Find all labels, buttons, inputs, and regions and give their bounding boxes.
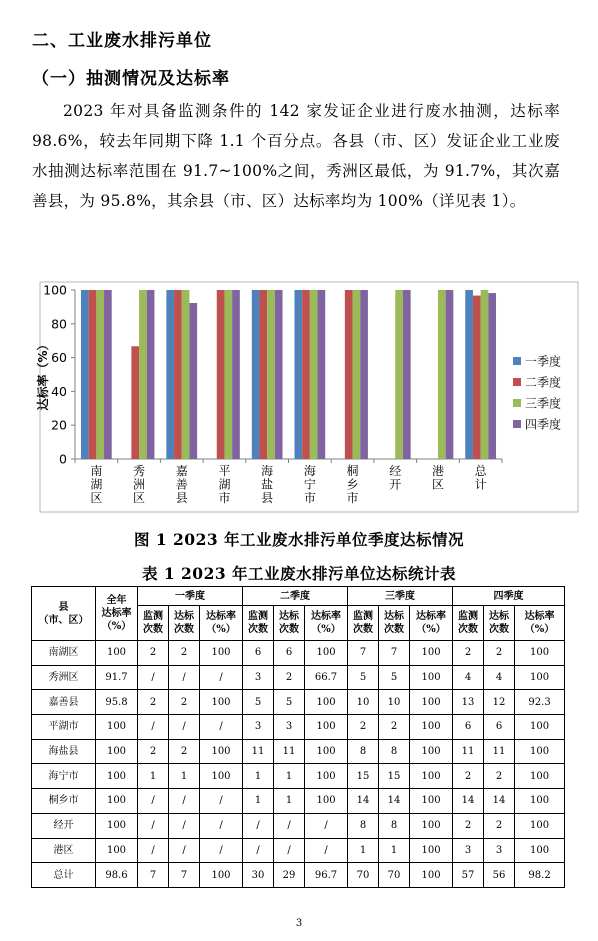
table-cell: / [138, 838, 169, 863]
header-q4: 四季度 [453, 587, 565, 606]
legend-swatch [513, 357, 521, 365]
x-tick-label: 秀洲区 [133, 464, 146, 505]
table-cell: 100 [515, 739, 565, 764]
bar [252, 290, 260, 459]
bar [174, 290, 182, 459]
table-cell: / [274, 838, 305, 863]
table-cell: 3 [484, 838, 515, 863]
table-cell: 10 [348, 690, 379, 715]
table-cell: / [138, 789, 169, 814]
header-county: 县 （市、区） [32, 587, 96, 641]
table-cell: 2 [348, 715, 379, 740]
table-cell: 1 [169, 764, 200, 789]
bar [318, 290, 326, 459]
row-label: 海宁市 [32, 764, 96, 789]
table-cell: 8 [348, 813, 379, 838]
table-cell: 7 [138, 863, 169, 888]
table-cell: 95.8 [96, 690, 138, 715]
table-cell: 5 [243, 690, 274, 715]
table-cell: 6 [243, 641, 274, 666]
bar [302, 290, 310, 459]
bar [224, 290, 232, 459]
table-cell: / [138, 665, 169, 690]
table-cell: 2 [169, 739, 200, 764]
table-cell: 100 [515, 764, 565, 789]
table-cell: 100 [96, 739, 138, 764]
table-cell: 1 [243, 764, 274, 789]
x-tick-label: 经开 [389, 464, 402, 492]
bar [89, 290, 97, 459]
table-cell: 100 [200, 739, 243, 764]
bar [473, 296, 481, 459]
table-cell: 100 [515, 641, 565, 666]
table-row [32, 764, 565, 789]
x-tick-label: 总计 [474, 464, 487, 492]
page-number: 3 [295, 918, 303, 929]
table-caption: 表 1 2023 年工业废水排污单位达标统计表 [141, 564, 457, 583]
bar [488, 293, 496, 459]
y-tick-label: 0 [59, 451, 67, 467]
table-cell: / [305, 838, 348, 863]
table-cell: / [200, 789, 243, 814]
table-cell: 100 [410, 789, 453, 814]
table-cell: 100 [96, 641, 138, 666]
table-cell: 5 [274, 690, 305, 715]
y-axis-title: 达标率（%） [36, 338, 50, 411]
bar [166, 290, 174, 459]
table-cell: 100 [200, 764, 243, 789]
table-cell: 92.3 [515, 690, 565, 715]
row-label: 港区 [32, 838, 96, 863]
table-cell: 100 [305, 764, 348, 789]
x-tick-label: 南湖区 [90, 464, 103, 505]
header-pass-rate: 达标率 （%） [515, 606, 565, 641]
bar [259, 290, 267, 459]
table-cell: 2 [453, 641, 484, 666]
table-cell: 3 [274, 715, 305, 740]
table-cell: 100 [515, 715, 565, 740]
header-monitor-count: 监测 次数 [453, 606, 484, 641]
table-cell: 4 [484, 665, 515, 690]
table-cell: 5 [348, 665, 379, 690]
table-cell: / [200, 665, 243, 690]
table-cell: 100 [96, 715, 138, 740]
table-cell: / [169, 813, 200, 838]
row-label: 嘉善县 [32, 690, 96, 715]
header-annual-rate: 全年 达标率 （%） [96, 587, 138, 641]
table-cell: 3 [243, 715, 274, 740]
table-cell: 2 [484, 813, 515, 838]
table-cell: / [243, 813, 274, 838]
bar [345, 290, 353, 459]
bar [403, 290, 411, 459]
table-cell: 12 [484, 690, 515, 715]
table-cell: 8 [379, 813, 410, 838]
header-pass-count: 达标 次数 [379, 606, 410, 641]
table-row [32, 665, 565, 690]
subsection-heading: （一）抽测情况及达标率 [32, 69, 230, 89]
table-row [32, 641, 565, 666]
table-cell: 30 [243, 863, 274, 888]
y-tick-label: 100 [43, 282, 67, 298]
header-q3: 三季度 [348, 587, 453, 606]
table-cell: 11 [453, 739, 484, 764]
table-cell: 98.2 [515, 863, 565, 888]
bar [182, 290, 190, 459]
table-cell: / [200, 838, 243, 863]
legend-swatch [513, 399, 521, 407]
table-cell: / [169, 789, 200, 814]
table-cell: 100 [515, 838, 565, 863]
y-tick-label: 20 [51, 417, 67, 433]
table-row [32, 863, 565, 888]
header-pass-count: 达标 次数 [169, 606, 200, 641]
row-label: 经开 [32, 813, 96, 838]
table-cell: 100 [410, 641, 453, 666]
table-cell: 100 [515, 789, 565, 814]
table-cell: 14 [348, 789, 379, 814]
bar [310, 290, 318, 459]
table-cell: 100 [410, 739, 453, 764]
table-cell: 3 [453, 838, 484, 863]
table-cell: 29 [274, 863, 305, 888]
table-cell: 6 [274, 641, 305, 666]
row-label: 海盐县 [32, 739, 96, 764]
header-pass-count: 达标 次数 [484, 606, 515, 641]
legend-label: 四季度 [525, 417, 562, 432]
table-cell: 2 [138, 690, 169, 715]
table-cell: 70 [379, 863, 410, 888]
y-tick-label: 80 [51, 316, 67, 332]
row-label: 秀洲区 [32, 665, 96, 690]
table-cell: 7 [379, 641, 410, 666]
section-heading: 二、工业废水排污单位 [32, 31, 212, 51]
compliance-stats-table [31, 586, 565, 888]
table-cell: 6 [484, 715, 515, 740]
table-cell: 10 [379, 690, 410, 715]
bar [131, 346, 139, 459]
table-cell: 14 [453, 789, 484, 814]
table-cell: 66.7 [305, 665, 348, 690]
table-row [32, 789, 565, 814]
y-tick-label: 60 [51, 350, 67, 366]
table-cell: 8 [348, 739, 379, 764]
row-label: 桐乡市 [32, 789, 96, 814]
bar [465, 290, 473, 459]
table-cell: 1 [274, 764, 305, 789]
table-cell: 2 [379, 715, 410, 740]
table-cell: 2 [169, 690, 200, 715]
header-monitor-count: 监测 次数 [348, 606, 379, 641]
bar [81, 290, 89, 459]
table-cell: 13 [453, 690, 484, 715]
figure-caption: 图 1 2023 年工业废水排污单位季度达标情况 [133, 530, 465, 549]
table-cell: 2 [484, 641, 515, 666]
header-monitor-count: 监测 次数 [138, 606, 169, 641]
table-cell: 100 [305, 789, 348, 814]
bar [275, 290, 283, 459]
table-cell: 1 [379, 838, 410, 863]
legend-swatch [513, 378, 521, 386]
bar [395, 290, 403, 459]
body-paragraph: 2023 年对具备监测条件的 142 家发证企业进行废水抽测，达标率 98.6%，较去年同期下降 1.1 个百分点。各县（市、区）发证企业工业废水抽测达标率范围在 91.7~100%之间，秀洲区最低，为 91.7%，其次嘉善县，为 95.8%，其余县（市、区）达标率均为 100%（详见表 1）。 [32, 102, 560, 210]
bar [353, 290, 361, 459]
row-label: 平湖市 [32, 715, 96, 740]
table-cell: 6 [453, 715, 484, 740]
table-cell: 1 [348, 838, 379, 863]
table-cell: / [243, 838, 274, 863]
table-cell: / [169, 838, 200, 863]
table-cell: 2 [138, 641, 169, 666]
table-cell: 2 [138, 739, 169, 764]
table-row [32, 813, 565, 838]
table-cell: 11 [243, 739, 274, 764]
table-row [32, 715, 565, 740]
bar [446, 290, 454, 459]
table-row [32, 690, 565, 715]
table-cell: 2 [453, 813, 484, 838]
table-cell: / [169, 665, 200, 690]
table-cell: / [200, 813, 243, 838]
table-cell: 100 [410, 690, 453, 715]
table-cell: 4 [453, 665, 484, 690]
bar [217, 290, 225, 459]
bar [147, 290, 155, 459]
table-cell: 96.7 [305, 863, 348, 888]
legend-label: 三季度 [525, 396, 562, 411]
header-pass-rate: 达标率 （%） [200, 606, 243, 641]
header-q2: 二季度 [243, 587, 348, 606]
table-cell: 100 [305, 715, 348, 740]
table-cell: 70 [348, 863, 379, 888]
table-cell: 100 [200, 863, 243, 888]
legend-label: 二季度 [525, 375, 562, 390]
bar [104, 290, 112, 459]
header-pass-rate: 达标率 （%） [410, 606, 453, 641]
table-cell: 100 [410, 863, 453, 888]
table-cell: 14 [379, 789, 410, 814]
table-cell: 56 [484, 863, 515, 888]
table-cell: 11 [274, 739, 305, 764]
y-tick-label: 40 [51, 383, 67, 399]
table-cell: 91.7 [96, 665, 138, 690]
table-cell: 100 [96, 813, 138, 838]
table-cell: 15 [379, 764, 410, 789]
table-cell: 7 [348, 641, 379, 666]
table-cell: 100 [410, 665, 453, 690]
table-cell: 1 [274, 789, 305, 814]
table-cell: / [200, 715, 243, 740]
bar [481, 290, 489, 459]
bar [438, 290, 446, 459]
table-cell: 100 [305, 641, 348, 666]
row-label: 总计 [32, 863, 96, 888]
table-cell: 100 [410, 838, 453, 863]
bar [189, 303, 197, 459]
table-cell: 100 [410, 715, 453, 740]
bar [360, 290, 368, 459]
table-cell: 2 [484, 764, 515, 789]
bar [267, 290, 275, 459]
table-cell: 5 [379, 665, 410, 690]
bar [294, 290, 302, 459]
header-pass-count: 达标 次数 [274, 606, 305, 641]
bar [232, 290, 240, 459]
table-cell: 100 [200, 690, 243, 715]
header-pass-rate: 达标率 （%） [305, 606, 348, 641]
x-tick-label: 港区 [431, 464, 444, 492]
table-cell: 100 [515, 665, 565, 690]
bar [139, 290, 147, 459]
table-cell: 100 [96, 789, 138, 814]
table-row [32, 838, 565, 863]
table-cell: 100 [305, 690, 348, 715]
table-cell: 1 [138, 764, 169, 789]
table-row [32, 739, 565, 764]
table-cell: 1 [243, 789, 274, 814]
table-cell: / [169, 715, 200, 740]
table-cell: / [138, 715, 169, 740]
x-tick-label: 平湖市 [218, 464, 231, 505]
header-monitor-count: 监测 次数 [243, 606, 274, 641]
table-cell: 100 [410, 764, 453, 789]
table-cell: 100 [410, 813, 453, 838]
table-cell: 2 [274, 665, 305, 690]
table-cell: 8 [379, 739, 410, 764]
table-cell: 2 [169, 641, 200, 666]
table-cell: 100 [96, 764, 138, 789]
table-cell: / [274, 813, 305, 838]
legend-label: 一季度 [525, 354, 562, 369]
x-tick-label: 海盐县 [261, 464, 274, 505]
x-tick-label: 桐乡市 [346, 464, 359, 505]
table-cell: 3 [243, 665, 274, 690]
table-cell: / [305, 813, 348, 838]
table-cell: 57 [453, 863, 484, 888]
table-cell: 2 [453, 764, 484, 789]
table-cell: 100 [200, 641, 243, 666]
table-cell: 100 [515, 813, 565, 838]
table-cell: 100 [96, 838, 138, 863]
header-q1: 一季度 [138, 587, 243, 606]
table-cell: 7 [169, 863, 200, 888]
x-tick-label: 嘉善县 [175, 464, 188, 505]
bar [96, 290, 104, 459]
table-cell: 11 [484, 739, 515, 764]
table-cell: / [138, 813, 169, 838]
table-cell: 100 [305, 739, 348, 764]
row-label: 南湖区 [32, 641, 96, 666]
table-cell: 98.6 [96, 863, 138, 888]
table-cell: 14 [484, 789, 515, 814]
x-tick-label: 海宁市 [303, 464, 316, 505]
legend-swatch [513, 420, 521, 428]
table-cell: 15 [348, 764, 379, 789]
